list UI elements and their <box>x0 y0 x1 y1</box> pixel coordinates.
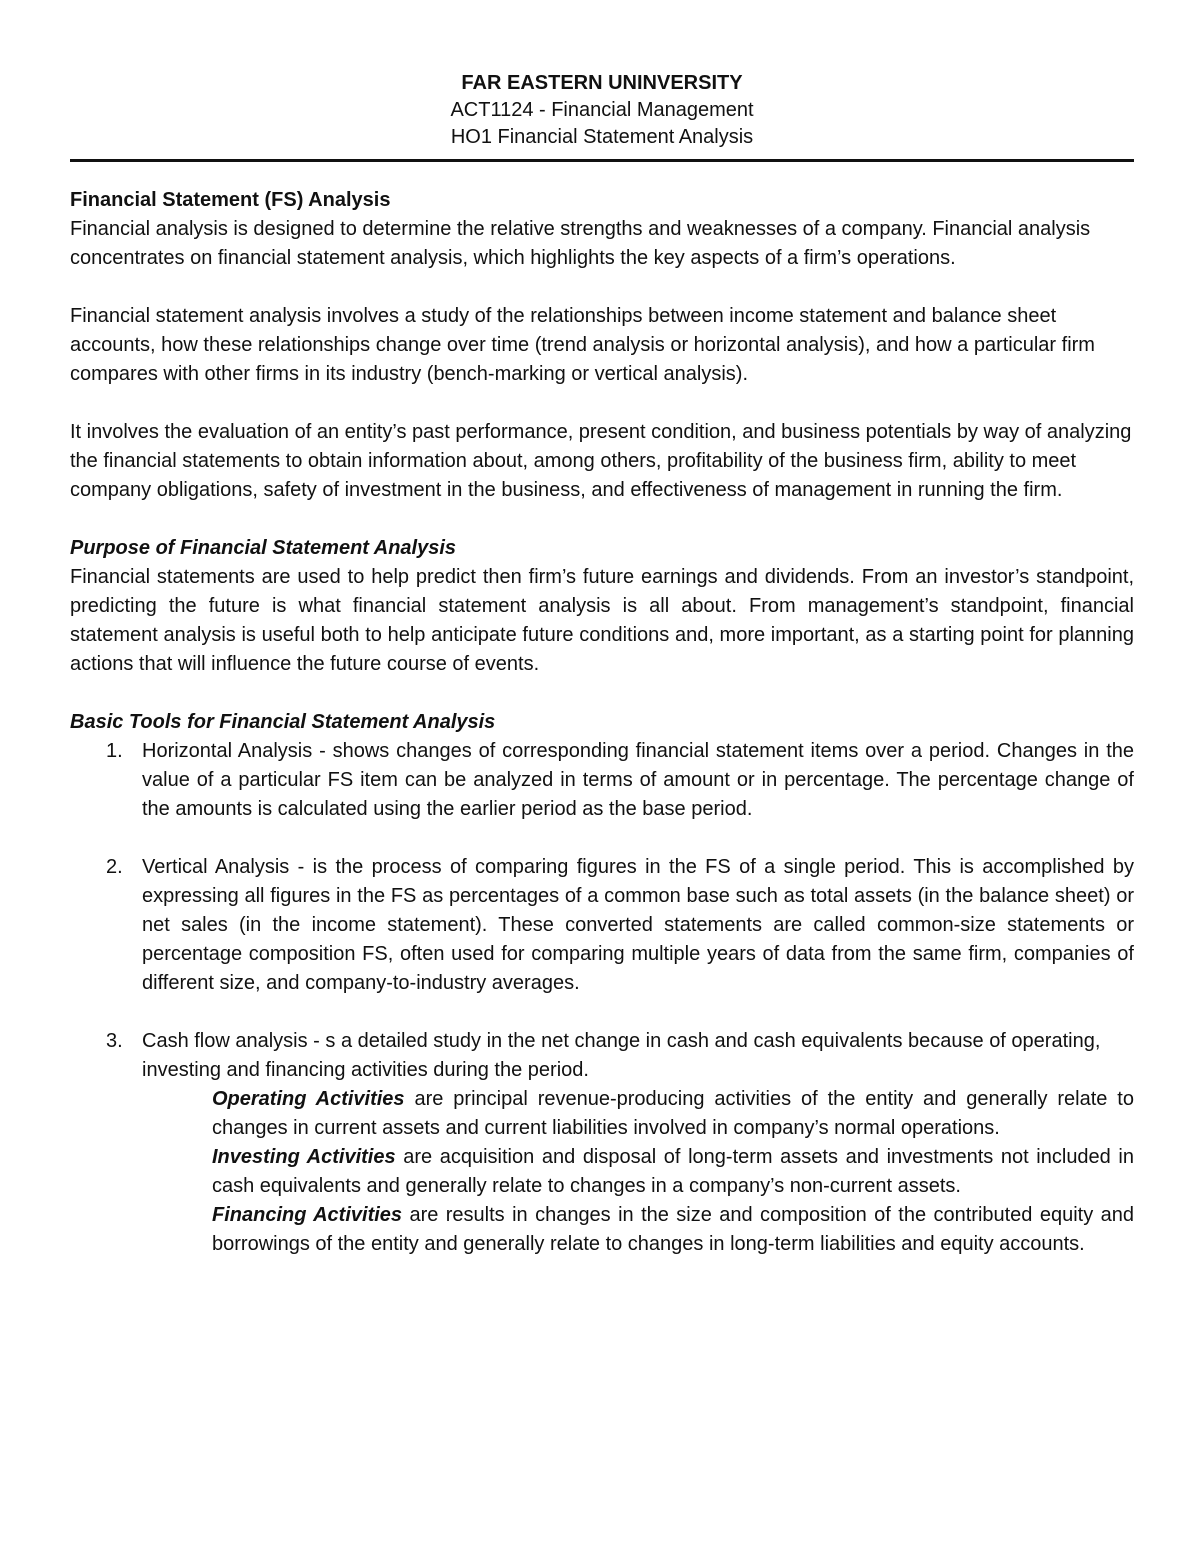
document-page <box>70 70 1134 1259</box>
document-header <box>70 70 1134 151</box>
activity-description: are results in changes in the size and composition of the contributed equity and borrowings of the entity and generally relate to changes in long-term liabilities and equity accounts. <box>212 1204 1134 1255</box>
document-body <box>70 186 1134 1259</box>
fs-analysis-paragraph-2: Financial statement analysis involves a study of the relationships between income statement and balance sheet accounts, how these relationships change over time (trend analysis or horizontal analysis), and how a particular firm compares with other firms in its industry (bench-marking or vertical analysis). <box>70 305 1095 385</box>
fs-analysis-intro: Financial analysis is designed to determine the relative strengths and weaknesses of a company. Financial analysis concentrates on financial statement analysis, which highlights the key aspects of a firm’s operations. <box>70 218 1091 269</box>
activity-term: Financing Activities <box>212 1204 403 1226</box>
activity-term: Operating Activities <box>212 1088 405 1110</box>
header-divider <box>70 159 1134 162</box>
list-item-number: 2. <box>106 856 123 878</box>
list-item-text: Vertical Analysis - is the process of comparing figures in the FS of a single period. This is accomplished by expressing all figures in the FS as percentages of a common base such as total assets (in the balance sheet) or net sales (in the income statement). These converted statements are called common-size statements or percentage composition FS, often used for comparing multiple years of data from the same firm, companies of different size, and company-to-industry averages. <box>142 856 1134 994</box>
tools-list <box>70 737 1134 1085</box>
list-item-text: Cash flow analysis - s a detailed study in the net change in cash and cash equivalents because of operating, investing and financing activities during the period. <box>142 1030 1101 1081</box>
activity-operating <box>70 1085 1134 1143</box>
section-title-fs-analysis: Financial Statement (FS) Analysis <box>70 189 391 211</box>
activity-description: are principal revenue-producing activities of the entity and generally relate to changes in current assets and current liabilities involved in company’s normal operations. <box>212 1088 1134 1139</box>
course-title: ACT1124 - Financial Management <box>450 99 754 121</box>
section-title-tools: Basic Tools for Financial Statement Analysis <box>70 711 496 733</box>
activity-description: are acquisition and disposal of long-term assets and investments not included in cash equivalents and generally relate to changes in a company’s non-current assets. <box>212 1146 1134 1197</box>
fs-analysis-paragraph-3: It involves the evaluation of an entity’s past performance, present condition, and business potentials by way of analyzing the financial statements to obtain information about, among others, profitability of the business firm, ability to meet company obligations, safety of investment in the business, and effectiveness of management in running the firm. <box>70 421 1132 501</box>
purpose-text: Financial statements are used to help predict then firm’s future earnings and dividends. From an investor’s standpoint, predicting the future is what financial statement analysis is all about. From management’s standpoint, financial statement analysis is useful both to help anticipate future conditions and, more important, as a starting point for planning actions that will influence the future course of events. <box>70 566 1134 675</box>
activity-financing <box>70 1201 1134 1259</box>
activity-investing <box>70 1143 1134 1201</box>
section-title-purpose: Purpose of Financial Statement Analysis <box>70 537 457 559</box>
activity-term: Investing Activities <box>212 1146 396 1168</box>
list-item-number: 1. <box>106 740 123 762</box>
list-item <box>70 1027 1134 1085</box>
list-item-text: Horizontal Analysis - shows changes of corresponding financial statement items over a period. Changes in the value of a particular FS item can be analyzed in terms of amount or in percentage. The percentage change of the amounts is calculated using the earlier period as the base period. <box>142 740 1134 820</box>
list-item <box>70 853 1134 998</box>
university-name: FAR EASTERN UNINVERSITY <box>461 72 743 94</box>
handout-title: HO1 Financial Statement Analysis <box>450 126 754 148</box>
list-item-number: 3. <box>106 1030 123 1052</box>
list-item <box>70 737 1134 824</box>
